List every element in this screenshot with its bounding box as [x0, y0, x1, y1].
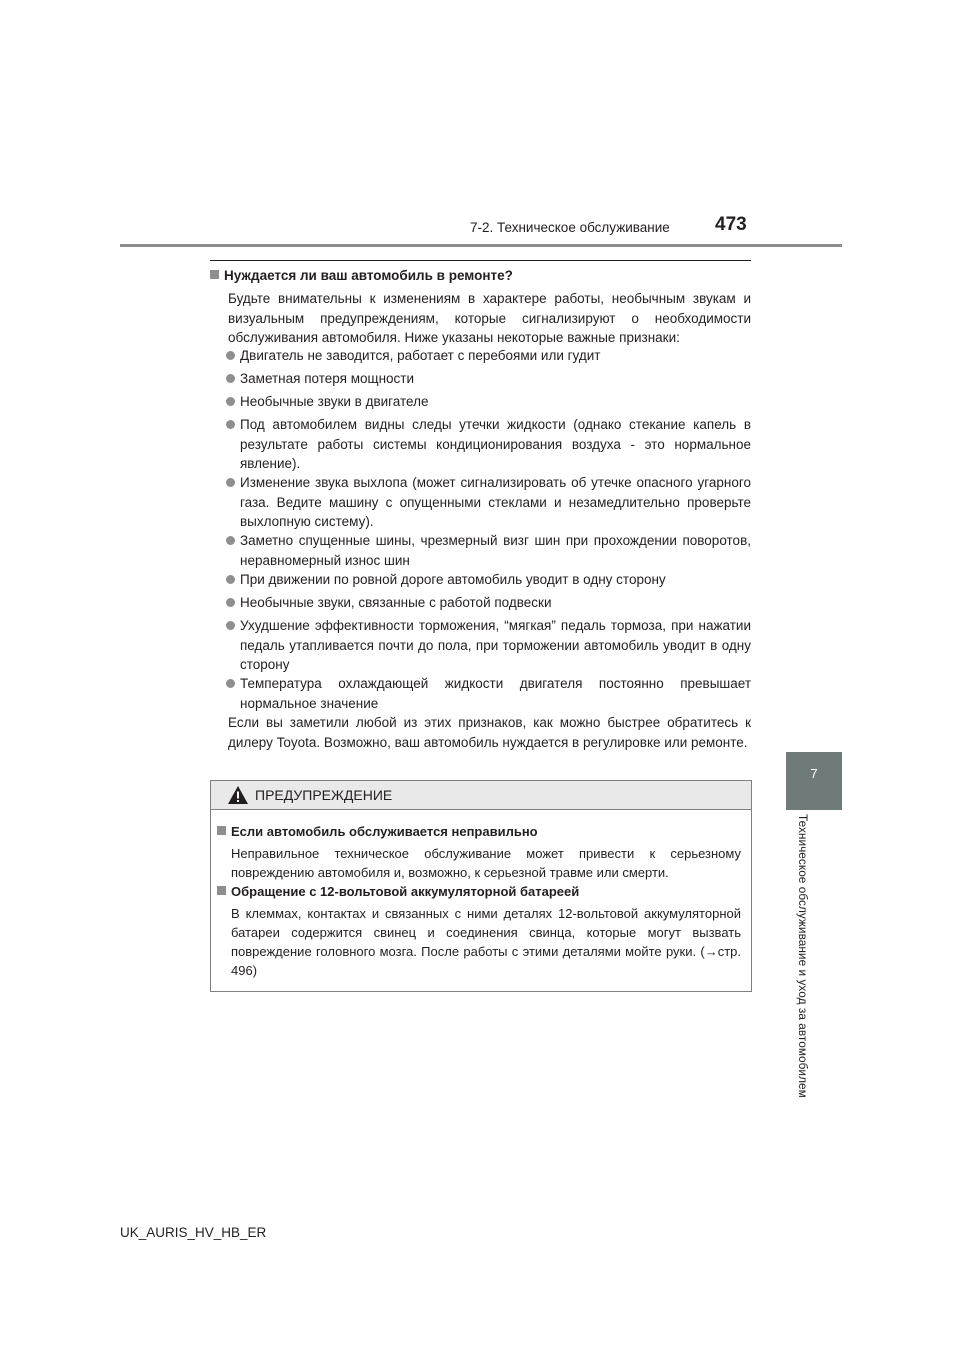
warning-item-heading-text: Если автомобиль обслуживается неправильно	[231, 824, 538, 839]
bullet-dot-icon	[226, 679, 235, 688]
bullet-dot-icon	[226, 598, 235, 607]
section-rule	[210, 260, 751, 261]
list-item	[226, 473, 751, 532]
bullet-dot-icon	[226, 351, 235, 360]
list-item	[226, 674, 751, 713]
list-item-text: Ухудшение эффективности торможения, “мягкая” педаль тормоза, при нажатии педаль утапливается почти до пола, при торможении автомобиль уводит в одну сторону	[240, 618, 751, 672]
warning-item-heading	[217, 824, 538, 839]
list-item-text: Заметная потеря мощности	[240, 371, 415, 386]
list-item-text: При движении по ровной дороге автомобиль уводит в одну сторону	[240, 572, 666, 587]
list-item-text: Необычные звуки в двигателе	[240, 394, 429, 409]
square-bullet-icon	[217, 826, 226, 835]
bullet-dot-icon	[226, 575, 235, 584]
bullet-dot-icon	[226, 420, 235, 429]
bullet-dot-icon	[226, 536, 235, 545]
list-item-text: Необычные звуки, связанные с работой подвески	[240, 595, 552, 610]
closing-paragraph: Если вы заметили любой из этих признаков, как можно быстрее обратитесь к дилеру Toyota. Возможно, ваш автомобиль нуждается в регулировке или ремонте.	[228, 715, 751, 750]
warning-item-text: Неправильное техническое обслуживание может привести к серьезному повреждению автомобиля и, возможно, к серьезной травме или смерти.	[231, 846, 741, 880]
list-item-text: Двигатель не заводится, работает с перебоями или гудит	[240, 348, 601, 363]
bullet-dot-icon	[226, 478, 235, 487]
square-bullet-icon	[217, 886, 226, 895]
warning-header	[211, 781, 751, 810]
chapter-tab	[786, 752, 842, 810]
warning-box	[210, 780, 752, 992]
warning-item-heading	[217, 884, 579, 899]
document-code: UK_AURIS_HV_HB_ER	[120, 1225, 267, 1240]
bullet-dot-icon	[226, 621, 235, 630]
warning-item-text: В клеммах, контактах и связанных с ними деталях 12-вольтовой аккумуляторной батареи содержится свинец и соединения свинца, которые могут вызвать повреждение головного мозга. После работы с этими деталями мойте руки. (→стр. 496)	[231, 906, 741, 978]
header-rule	[120, 244, 842, 247]
list-item	[226, 346, 751, 366]
list-item	[226, 392, 751, 412]
intro-paragraph: Будьте внимательны к изменениям в характере работы, необычным звукам и визуальным предупреждениям, которые сигнализируют о необходимости обслуживания автомобиля. Ниже указаны некоторые важные признаки:	[228, 291, 751, 345]
warning-item-heading-text: Обращение с 12-вольтовой аккумуляторной батареей	[231, 884, 580, 899]
list-item-text: Температура охлаждающей жидкости двигателя постоянно превышает нормальное значение	[240, 676, 751, 711]
list-item	[226, 531, 751, 570]
list-item-text: Под автомобилем видны следы утечки жидкости (однако стекание капель в результате работы системы кондиционирования воздуха - это нормальное явление).	[240, 417, 751, 471]
section-heading	[210, 268, 513, 283]
page-number: 473	[715, 214, 747, 235]
bullet-dot-icon	[226, 374, 235, 383]
running-header: 7-2. Техническое обслуживание	[470, 220, 670, 235]
warning-title: ПРЕДУПРЕЖДЕНИЕ	[255, 787, 393, 803]
chapter-title: Техническое обслуживание и уход за автомобилем	[796, 814, 810, 1098]
section-heading-text: Нуждается ли ваш автомобиль в ремонте?	[224, 268, 513, 283]
list-item-text: Изменение звука выхлопа (может сигнализировать об утечке опасного угарного газа. Ведите машину с опущенными стеклами и незамедлительно проверьте выхлопную систему).	[240, 475, 751, 529]
list-item-text: Заметно спущенные шины, чрезмерный визг шин при прохождении поворотов, неравномерный износ шин	[240, 533, 751, 568]
list-item	[226, 415, 751, 474]
list-item	[226, 570, 751, 590]
list-item	[226, 616, 751, 675]
chapter-number: 7	[810, 766, 818, 781]
square-bullet-icon	[210, 270, 219, 279]
list-item	[226, 593, 751, 613]
bullet-dot-icon	[226, 397, 235, 406]
list-item	[226, 369, 751, 389]
warning-triangle-icon	[227, 785, 249, 805]
